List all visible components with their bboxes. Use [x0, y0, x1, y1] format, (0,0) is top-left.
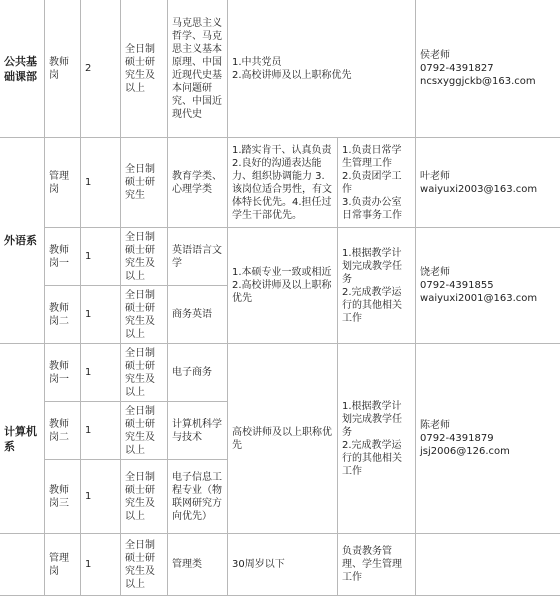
- requirement-cell: 高校讲师及以上职称优先: [228, 344, 338, 534]
- major-cell: 管理类: [168, 534, 228, 596]
- table-row: [0, 344, 560, 402]
- duty-cell: 1.负责日常学生管理工作 2.负责团学工作 3.负责办公室日常事务工作: [338, 138, 416, 228]
- contact-cell: 饶老师 0792-4391855 waiyuxi2001@163.com: [416, 228, 560, 344]
- post-cell: 教师岗一: [45, 228, 81, 286]
- dept-cell: 外语系: [0, 138, 45, 344]
- post-cell: 教师岗二: [45, 286, 81, 344]
- count-cell: 1: [81, 228, 121, 286]
- contact-cell: 叶老师 waiyuxi2003@163.com: [416, 138, 560, 228]
- duty-cell: 负责教务管理、学生管理工作: [338, 534, 416, 596]
- requirement-cell: 30周岁以下: [228, 534, 338, 596]
- major-cell: 电子信息工程专业（物联网研究方向优先）: [168, 460, 228, 534]
- table-row: [0, 228, 560, 286]
- post-cell: 教师岗: [45, 0, 81, 138]
- table-row: [0, 534, 560, 596]
- contact-cell: 侯老师 0792-4391827 ncsxyggjckb@163.com: [416, 0, 560, 138]
- major-cell: 电子商务: [168, 344, 228, 402]
- contact-cell: [416, 534, 560, 596]
- dept-cell: 计算机系: [0, 344, 45, 534]
- count-cell: 1: [81, 286, 121, 344]
- education-cell: 全日制硕士研究生: [121, 138, 168, 228]
- education-cell: 全日制硕士研究生及以上: [121, 0, 168, 138]
- count-cell: 1: [81, 138, 121, 228]
- major-cell: 马克思主义哲学、马克思主义基本原理、中国近现代史基本问题研究、中国近现代史: [168, 0, 228, 138]
- education-cell: 全日制硕士研究生及以上: [121, 402, 168, 460]
- dept-cell: 公共基础课部: [0, 0, 45, 138]
- post-cell: 教师岗一: [45, 344, 81, 402]
- requirement-cell: 1.踏实肯干、认真负责 2.良好的沟通表达能力、组织协调能力 3.该岗位适合男性，有文体特长优先。4.担任过学生干部优先。: [228, 138, 338, 228]
- major-cell: 商务英语: [168, 286, 228, 344]
- table-row: [0, 0, 560, 138]
- major-cell: 计算机科学与技术: [168, 402, 228, 460]
- table-row: [0, 138, 560, 228]
- major-cell: 教育学类、心理学类: [168, 138, 228, 228]
- education-cell: 全日制硕士研究生及以上: [121, 286, 168, 344]
- duty-cell: 1.根据教学计划完成教学任务 2.完成教学运行的其他相关工作: [338, 228, 416, 344]
- requirement-cell: 1.本硕专业一致或相近 2.高校讲师及以上职称优先: [228, 228, 338, 344]
- education-cell: 全日制硕士研究生及以上: [121, 228, 168, 286]
- duty-cell: 1.根据教学计划完成教学任务 2.完成教学运行的其他相关工作: [338, 344, 416, 534]
- dept-cell: [0, 534, 45, 596]
- count-cell: 1: [81, 460, 121, 534]
- count-cell: 1: [81, 344, 121, 402]
- major-cell: 英语语言文学: [168, 228, 228, 286]
- education-cell: 全日制硕士研究生及以上: [121, 460, 168, 534]
- count-cell: 1: [81, 534, 121, 596]
- contact-cell: 陈老师 0792-4391879 jsj2006@126.com: [416, 344, 560, 534]
- post-cell: 管理岗: [45, 534, 81, 596]
- requirement-cell: 1.中共党员 2.高校讲师及以上职称优先: [228, 0, 416, 138]
- post-cell: 教师岗三: [45, 460, 81, 534]
- count-cell: 1: [81, 402, 121, 460]
- education-cell: 全日制硕士研究生及以上: [121, 534, 168, 596]
- post-cell: 管理岗: [45, 138, 81, 228]
- education-cell: 全日制硕士研究生及以上: [121, 344, 168, 402]
- count-cell: 2: [81, 0, 121, 138]
- post-cell: 教师岗二: [45, 402, 81, 460]
